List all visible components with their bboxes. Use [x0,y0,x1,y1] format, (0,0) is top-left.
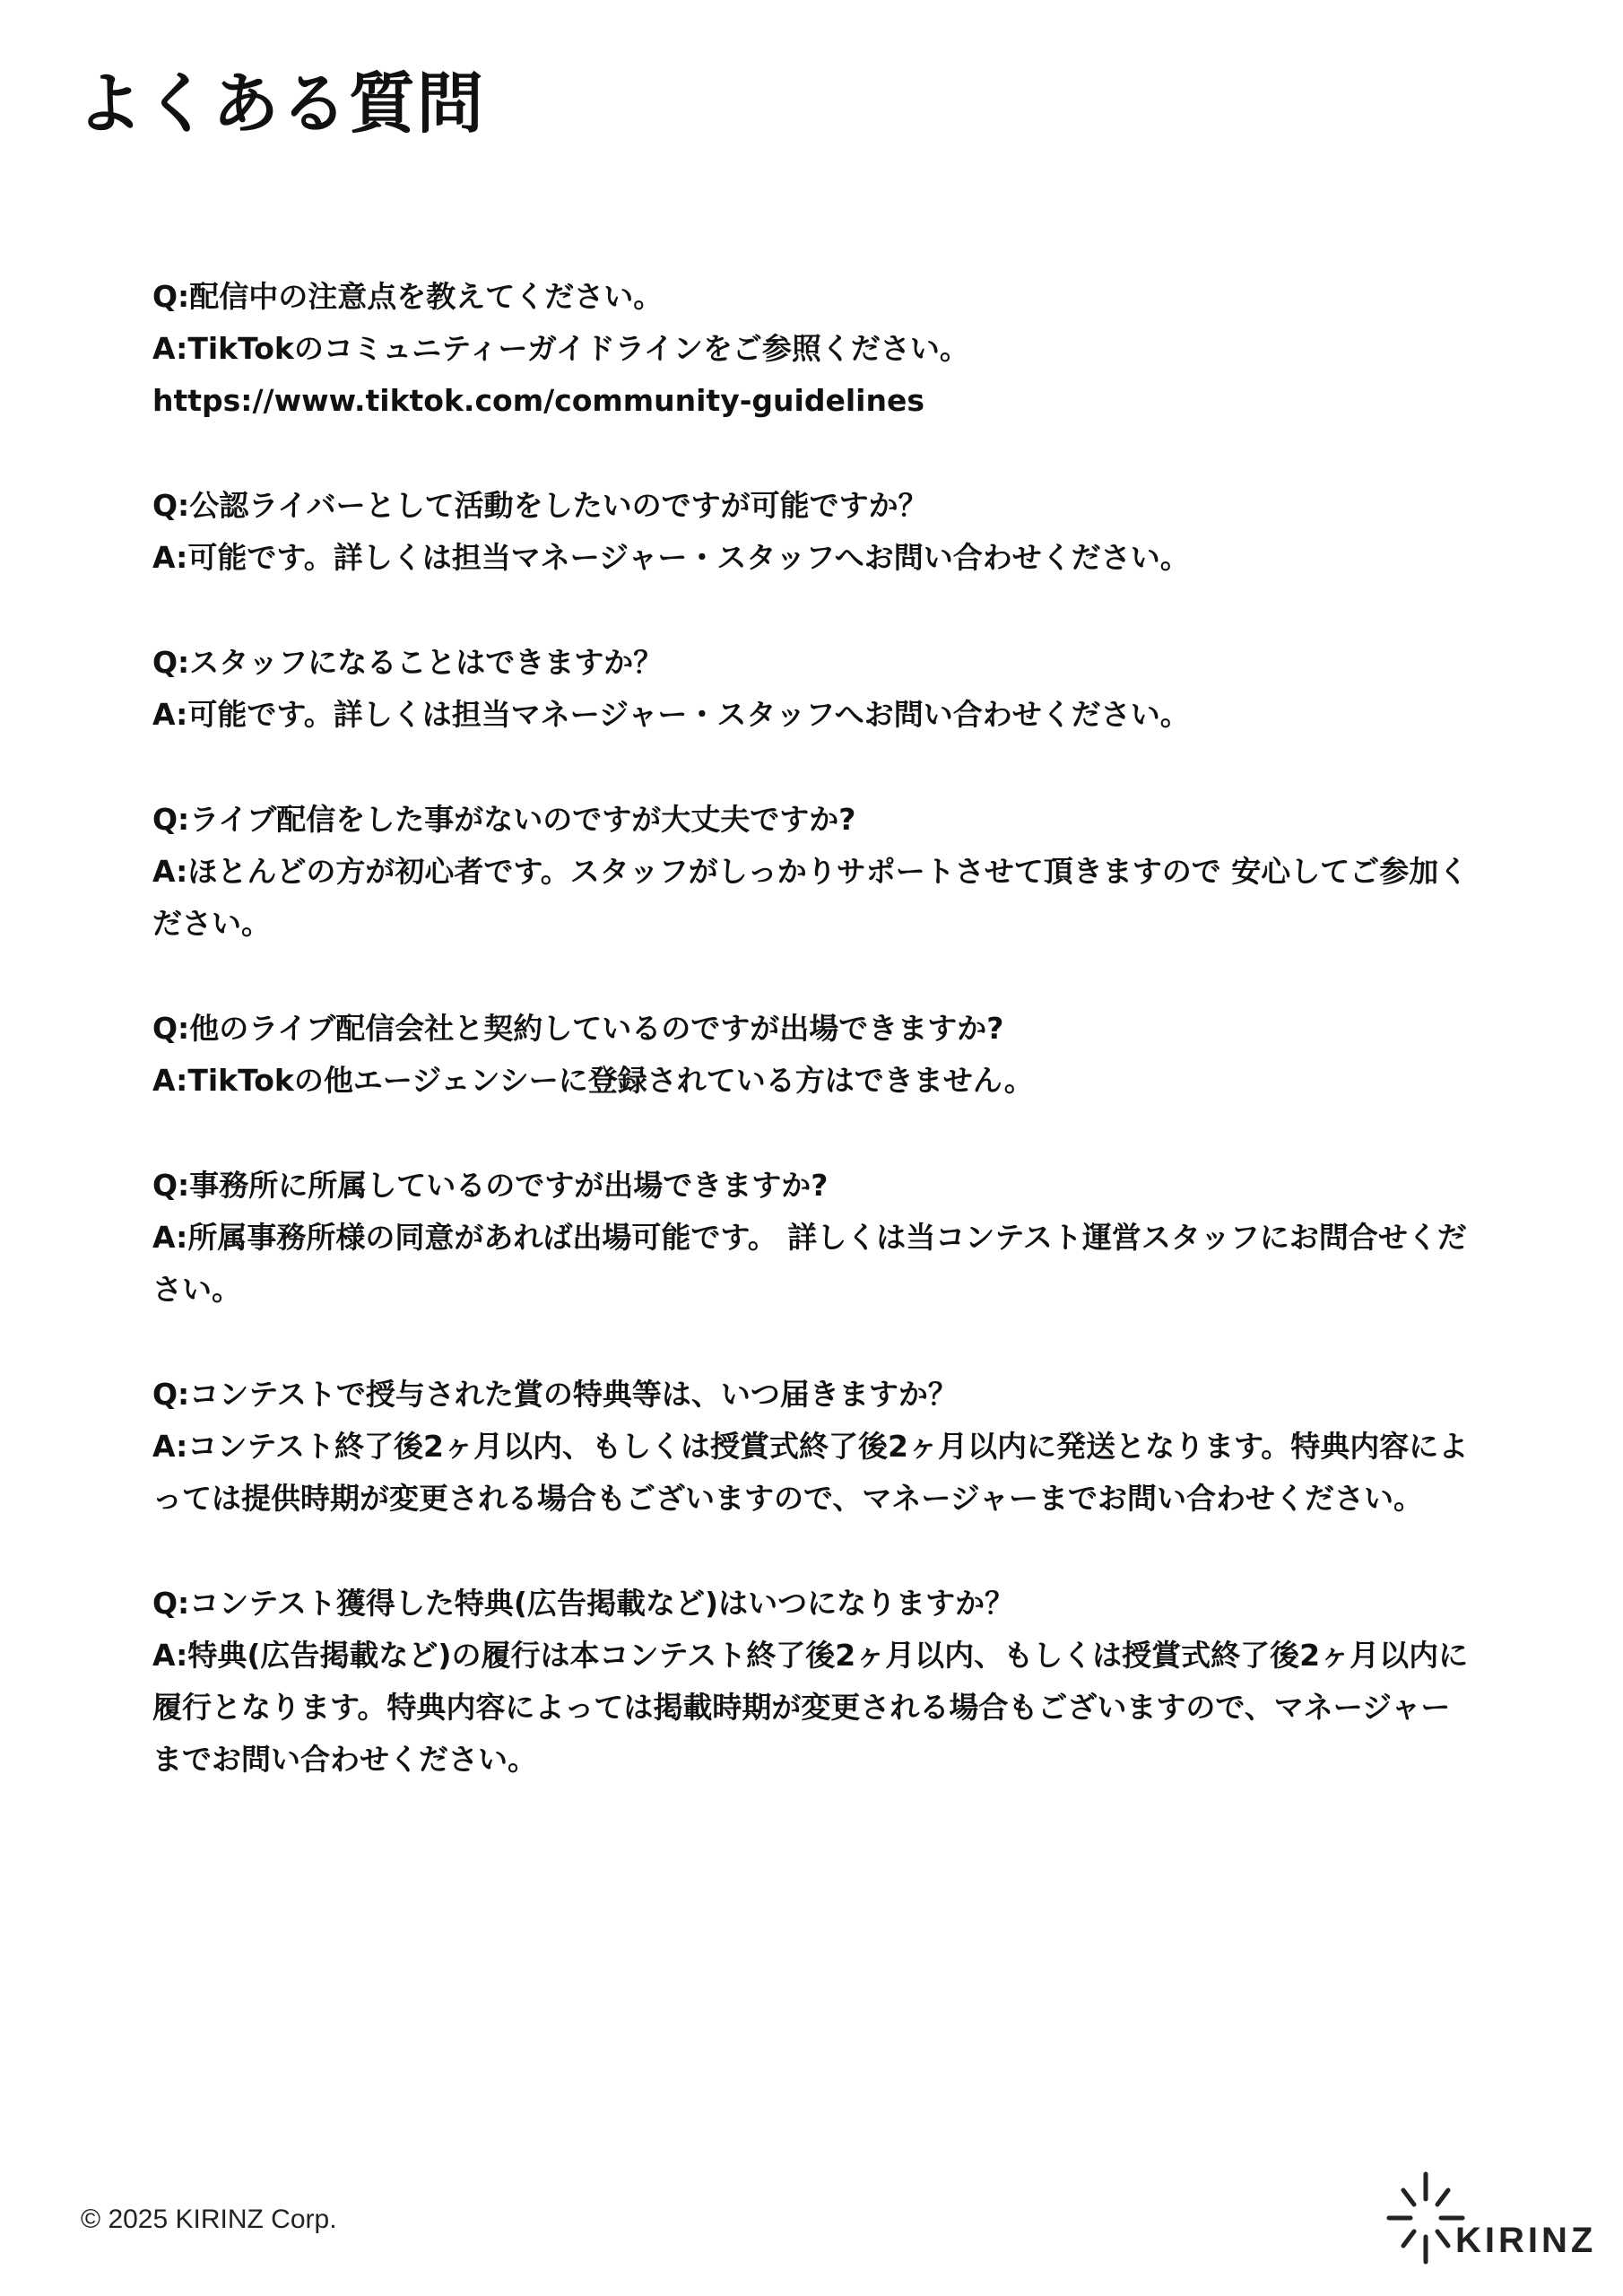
faq-question: Q:事務所に所属しているのですが出場できますか? [152,1168,829,1203]
page-title: よくある質問 [76,65,485,143]
copyright: © 2025 KIRINZ Corp. [81,2205,337,2234]
faq-question: Q:他のライブ配信会社と契約しているのですが出場できますか? [152,1011,1004,1046]
faq-answer: A:TikTokの他エージェンシーに登録されている方はできません。 [152,1063,1034,1098]
faq-item [152,637,1480,741]
faq-answer: A:所属事務所様の同意があれば出場可能です。 詳しくは当コンテスト運営スタッフにお問合せください。 [152,1220,1467,1307]
faq-item [152,480,1480,584]
faq-answer: A:特典(広告掲載など)の履行は本コンテスト終了後2ヶ月以内、もしくは授賞式終了後2ヶ月以内に履行となります。特典内容によっては掲載時期が変更される場合もございますので、マネージャーまでお問い合わせください。 [152,1638,1469,1777]
faq-answer: A:TikTokのコミュニティーガイドラインをご参照ください。 [152,331,969,366]
faq-item [152,1578,1480,1786]
faq-question: Q:コンテストで授与された賞の特典等は、いつ届きますか？ [152,1377,958,1412]
kirinz-star-icon [1376,2169,1466,2267]
faq-question: Q:コンテスト獲得した特典(広告掲載など)はいつになりますか？ [152,1586,1015,1621]
faq-answer: A:ほとんどの方が初心者です。スタッフがしっかりサポートさせて頂きますので 安心してご参加ください。 [152,854,1469,941]
faq-question: Q:スタッフになることはできますか？ [152,645,664,680]
faq-item [152,1160,1480,1316]
faq-item [152,1369,1480,1525]
faq-answer: A:可能です。詳しくは担当マネージャー・スタッフへお問い合わせください。 [152,697,1190,732]
faq-item [152,794,1480,950]
logo-text: KIRINZ [1455,2221,1597,2260]
guidelines-link[interactable]: https://www.tiktok.com/community-guidelines [152,383,924,418]
kirinz-logo [1376,2169,1597,2267]
faq-list [152,271,1480,1839]
faq-answer: A:コンテスト終了後2ヶ月以内、もしくは授賞式終了後2ヶ月以内に発送となります。特典内容によっては提供時期が変更される場合もございますので、マネージャーまでお問い合わせください。 [152,1429,1469,1516]
faq-item [152,271,1480,427]
faq-question: Q:配信中の注意点を教えてください。 [152,279,664,314]
faq-item [152,1003,1480,1107]
faq-question: Q:ライブ配信をした事がないのですが大丈夫ですか? [152,802,856,837]
faq-question: Q:公認ライバーとして活動をしたいのですが可能ですか？ [152,488,928,523]
faq-answer: A:可能です。詳しくは担当マネージャー・スタッフへお問い合わせください。 [152,540,1190,575]
